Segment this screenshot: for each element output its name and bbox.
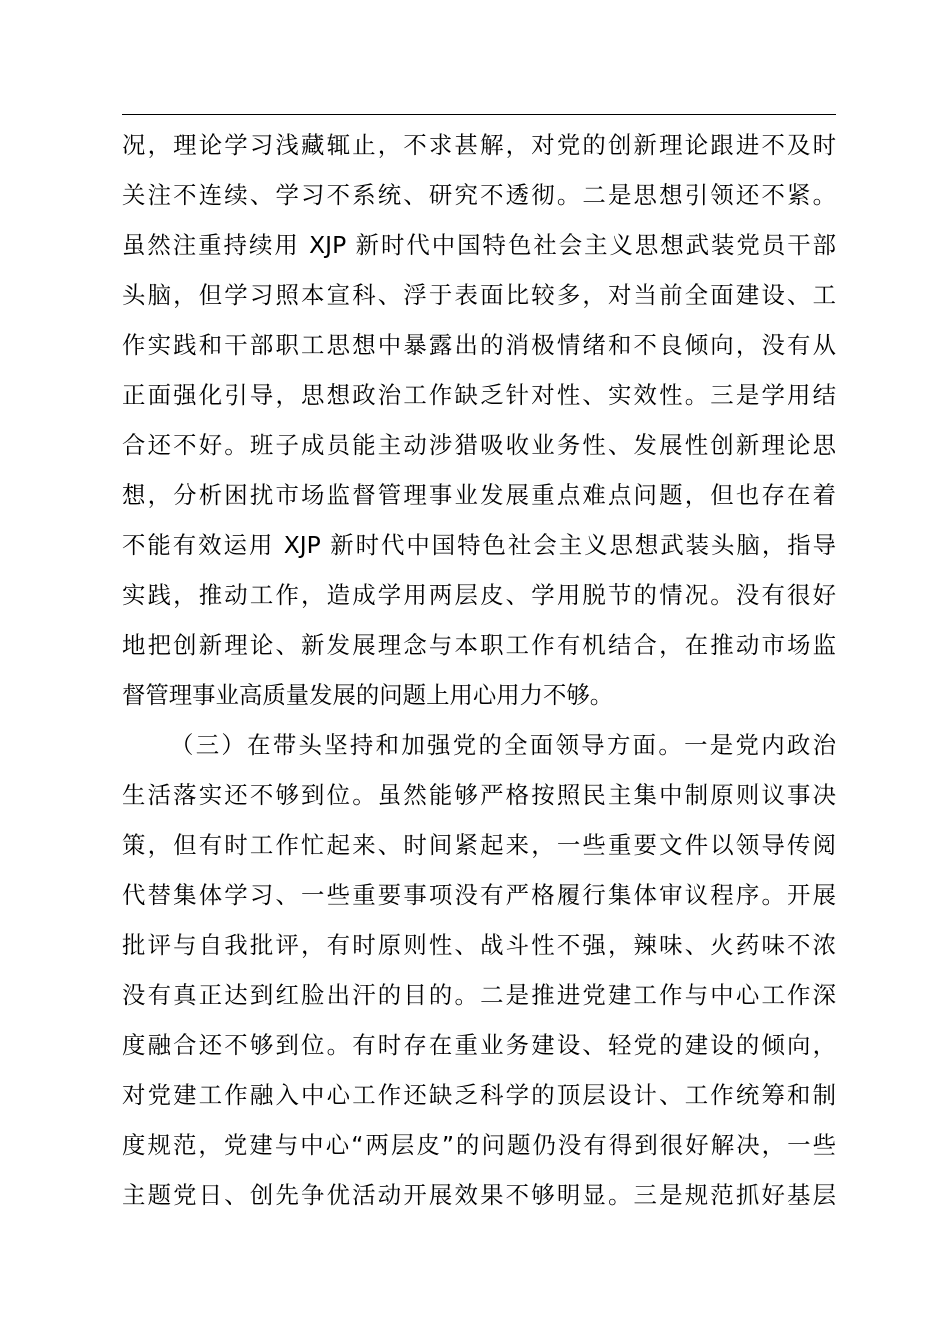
body-line-9: 不能有效运用 XJP 新时代中国特色社会主义思想武装头脑，指导 [122,531,836,559]
body-line-4: 头脑，但学习照本宣科、浮于表面比较多，对当前全面建设、工 [122,281,836,309]
body-line-19: 度融合还不够到位。有时存在重业务建设、轻党的建设的倾向， [122,1031,836,1059]
body-line-11: 地把创新理论、新发展理念与本职工作有机结合，在推动市场监 [122,631,836,659]
body-line-1: 况，理论学习浅藏辄止，不求甚解，对党的创新理论跟进不及时 [122,131,836,159]
body-line-6: 正面强化引导，思想政治工作缺乏针对性、实效性。三是学用结 [122,381,836,409]
body-line-3: 虽然注重持续用 XJP 新时代中国特色社会主义思想武装党员干部 [122,231,836,259]
body-line-7: 合还不好。班子成员能主动涉猎吸收业务性、发展性创新理论思 [122,431,836,459]
header-rule [122,114,836,115]
body-line-17: 批评与自我批评，有时原则性、战斗性不强，辣味、火药味不浓 [122,931,836,959]
body-line-16: 代替集体学习、一些重要事项没有严格履行集体审议程序。开展 [122,881,836,909]
body-line-14: 生活落实还不够到位。虽然能够严格按照民主集中制原则议事决 [122,781,836,809]
body-line-5: 作实践和干部职工思想中暴露出的消极情绪和不良倾向，没有从 [122,331,836,359]
body-line-15: 策，但有时工作忙起来、时间紧起来，一些重要文件以领导传阅 [122,831,836,859]
body-line-8: 想，分析困扰市场监督管理事业发展重点难点问题，但也存在着 [122,481,836,509]
body-line-21: 度规范，党建与中心“两层皮”的问题仍没有得到很好解决，一些 [122,1131,836,1159]
body-line-10: 实践，推动工作，造成学用两层皮、学用脱节的情况。没有很好 [122,581,836,609]
body-line-18: 没有真正达到红脸出汗的目的。二是推进党建工作与中心工作深 [122,981,836,1009]
body-line-2: 关注不连续、学习不系统、研究不透彻。二是思想引领还不紧。 [122,181,836,209]
section-heading-line: （三）在带头坚持和加强党的全面领导方面。一是党内政治 [170,731,836,759]
body-line-22: 主题党日、创先争优活动开展效果不够明显。三是规范抓好基层 [122,1181,836,1209]
body-line-20: 对党建工作融入中心工作还缺乏科学的顶层设计、工作统筹和制 [122,1081,836,1109]
body-line-12: 督管理事业高质量发展的问题上用心用力不够。 [122,681,614,709]
